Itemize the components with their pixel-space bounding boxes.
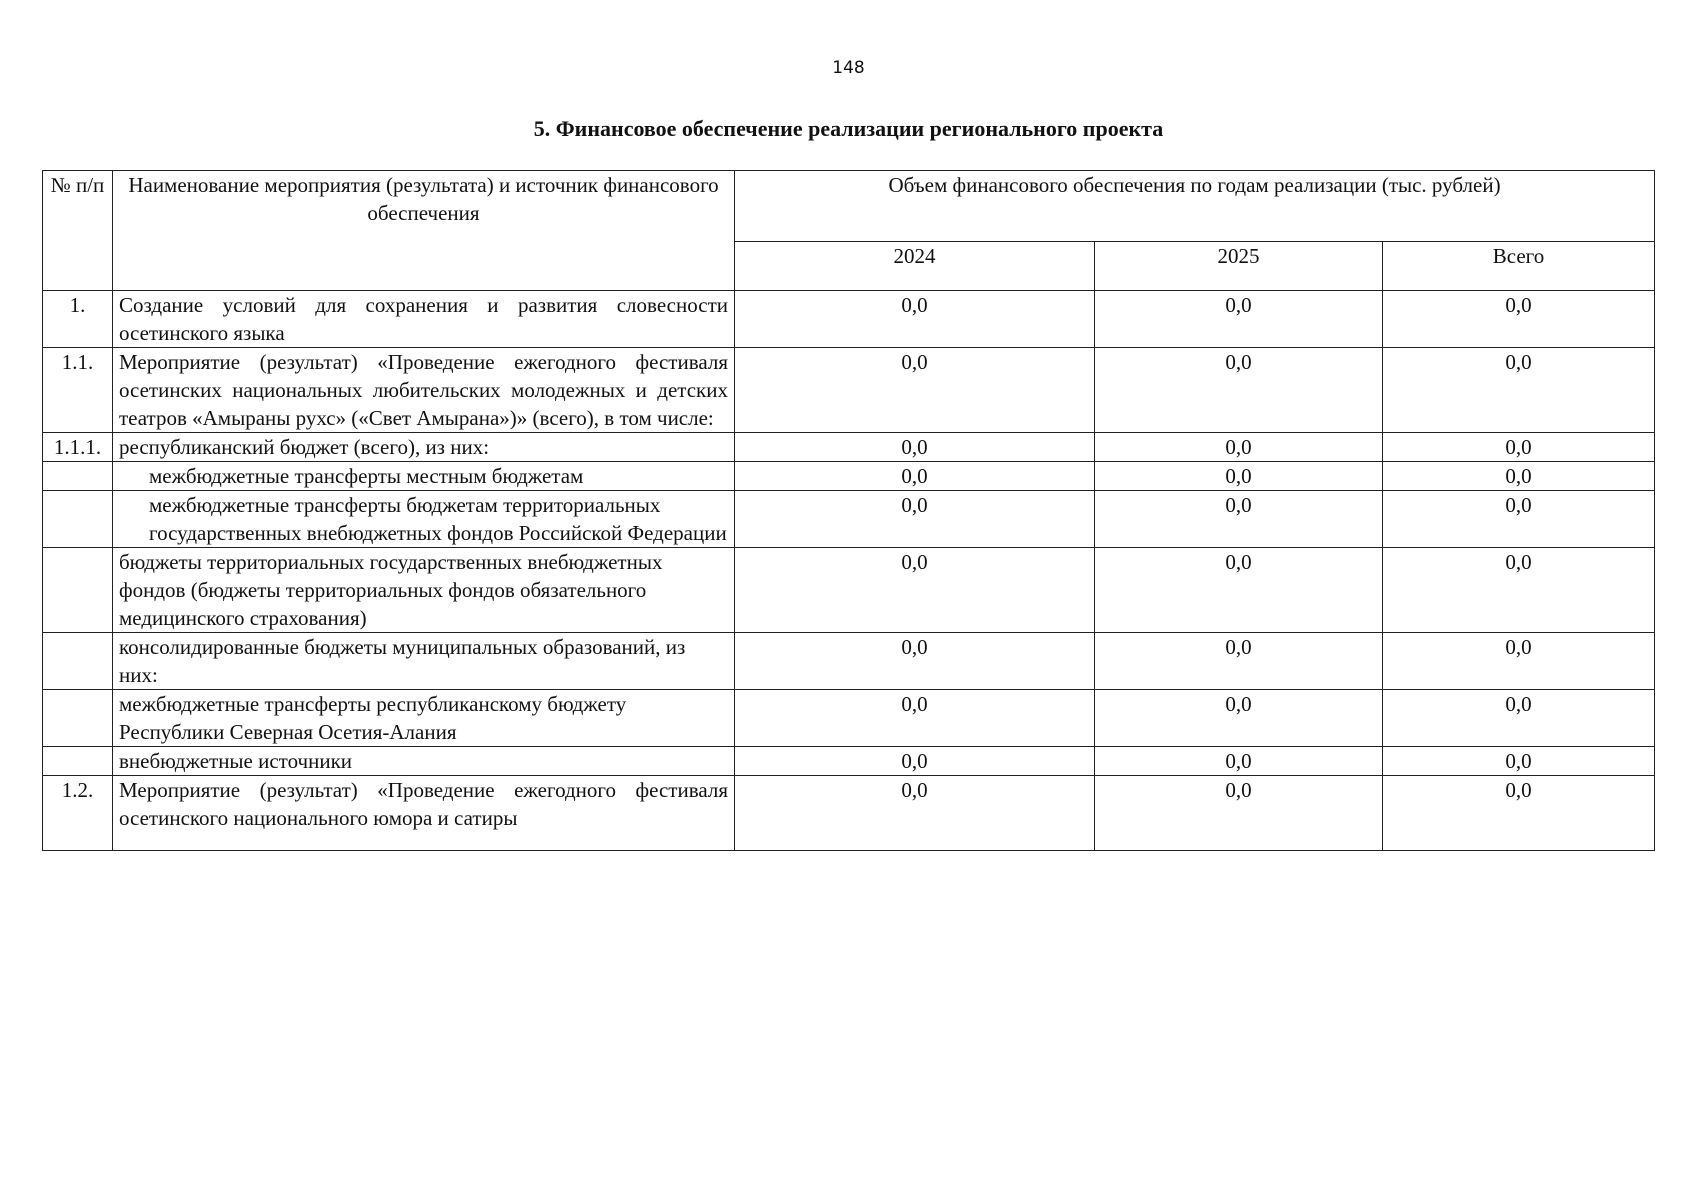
page-number: 148: [832, 58, 865, 78]
row-value-2025: 0,0: [1095, 462, 1383, 491]
row-value-2024: 0,0: [735, 433, 1095, 462]
header-num: № п/п: [43, 171, 113, 291]
table-row: [43, 633, 1655, 690]
row-value-2024: 0,0: [735, 348, 1095, 433]
table-row: [43, 462, 1655, 491]
row-num: [43, 747, 113, 776]
row-value-2025: 0,0: [1095, 433, 1383, 462]
row-name: межбюджетные трансферты бюджетам территориальных государственных внебюджетных фондов Российской Федерации: [113, 491, 735, 548]
row-num: [43, 633, 113, 690]
row-value-2025: 0,0: [1095, 690, 1383, 747]
row-value-2024: 0,0: [735, 747, 1095, 776]
row-num: [43, 548, 113, 633]
row-value-2025: 0,0: [1095, 633, 1383, 690]
row-value-total: 0,0: [1383, 633, 1655, 690]
table-row: [43, 348, 1655, 433]
row-num: 1.: [43, 291, 113, 348]
row-name: консолидированные бюджеты муниципальных образований, из них:: [113, 633, 735, 690]
row-value-total: 0,0: [1383, 291, 1655, 348]
row-value-2025: 0,0: [1095, 747, 1383, 776]
table-row: [43, 747, 1655, 776]
header-total: Всего: [1383, 242, 1655, 291]
row-value-2025: 0,0: [1095, 348, 1383, 433]
row-value-2024: 0,0: [735, 491, 1095, 548]
table-row: [43, 491, 1655, 548]
row-value-total: 0,0: [1383, 548, 1655, 633]
row-name: Мероприятие (результат) «Проведение ежегодного фестиваля осетинского национального юмора и сатиры: [113, 776, 735, 851]
row-value-total: 0,0: [1383, 348, 1655, 433]
row-name: республиканский бюджет (всего), из них:: [113, 433, 735, 462]
row-value-total: 0,0: [1383, 462, 1655, 491]
table-row: [43, 690, 1655, 747]
row-num: [43, 462, 113, 491]
row-value-2025: 0,0: [1095, 291, 1383, 348]
table-row: [43, 776, 1655, 851]
row-value-2024: 0,0: [735, 690, 1095, 747]
row-name: внебюджетные источники: [113, 747, 735, 776]
row-value-total: 0,0: [1383, 491, 1655, 548]
header-year-2024: 2024: [735, 242, 1095, 291]
row-num: 1.2.: [43, 776, 113, 851]
row-value-total: 0,0: [1383, 433, 1655, 462]
row-num: 1.1.: [43, 348, 113, 433]
table-row: [43, 433, 1655, 462]
row-name: межбюджетные трансферты местным бюджетам: [113, 462, 735, 491]
row-value-2024: 0,0: [735, 291, 1095, 348]
row-value-2025: 0,0: [1095, 776, 1383, 851]
header-name: Наименование мероприятия (результата) и источник финансового обеспечения: [113, 171, 735, 291]
row-value-2025: 0,0: [1095, 491, 1383, 548]
row-value-2024: 0,0: [735, 462, 1095, 491]
row-value-2025: 0,0: [1095, 548, 1383, 633]
row-num: [43, 690, 113, 747]
row-value-total: 0,0: [1383, 776, 1655, 851]
row-num: 1.1.1.: [43, 433, 113, 462]
financing-table: [42, 170, 1655, 851]
row-name: бюджеты территориальных государственных внебюджетных фондов (бюджеты территориальных фондов обязательного медицинского страхования): [113, 548, 735, 633]
row-value-total: 0,0: [1383, 690, 1655, 747]
row-value-2024: 0,0: [735, 776, 1095, 851]
row-name: Мероприятие (результат) «Проведение ежегодного фестиваля осетинских национальных любительских молодежных и детских театров «Амыраны рухс» («Свет Амырана»)» (всего), в том числе:: [113, 348, 735, 433]
row-value-2024: 0,0: [735, 633, 1095, 690]
table-row: [43, 548, 1655, 633]
section-title: 5. Финансовое обеспечение реализации регионального проекта: [533, 116, 1164, 141]
row-value-2024: 0,0: [735, 548, 1095, 633]
row-name: межбюджетные трансферты республиканскому бюджету Республики Северная Осетия-Алания: [113, 690, 735, 747]
table-row: [43, 291, 1655, 348]
row-num: [43, 491, 113, 548]
header-volume: Объем финансового обеспечения по годам реализации (тыс. рублей): [735, 171, 1655, 242]
row-value-total: 0,0: [1383, 747, 1655, 776]
row-name: Создание условий для сохранения и развития словесности осетинского языка: [113, 291, 735, 348]
header-year-2025: 2025: [1095, 242, 1383, 291]
